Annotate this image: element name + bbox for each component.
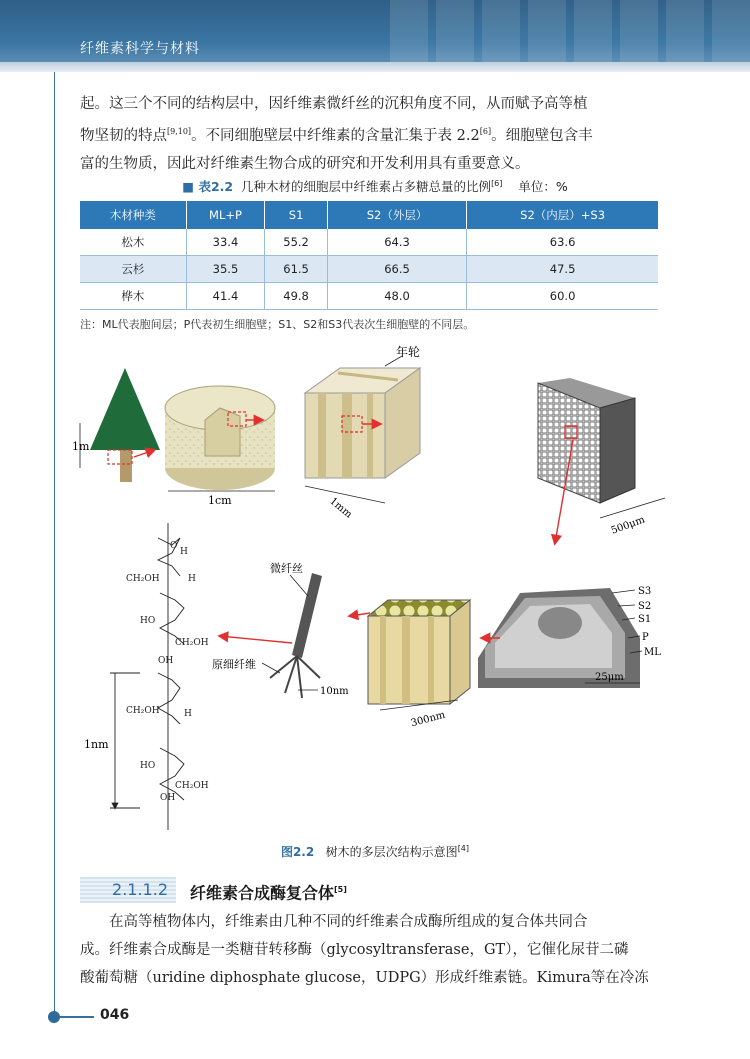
table-cell: 49.8: [265, 283, 328, 310]
table-header: 木材种类: [80, 201, 186, 229]
label-1mm: 1mm: [327, 495, 354, 521]
chain-label-h: H: [188, 574, 196, 584]
table-header: S2（外层）: [327, 201, 466, 229]
footer-dot: [48, 1011, 60, 1023]
table-cell: 60.0: [467, 283, 658, 310]
chain-label-h: H: [180, 547, 188, 557]
table-unit: 单位：%: [518, 179, 568, 194]
microfibril-illustration: [220, 573, 322, 698]
table-cell: 松木: [80, 229, 186, 256]
chain-label-h: H: [184, 709, 192, 719]
paragraph-2: [80, 908, 670, 992]
chain-label-ch2oh: CH₂OH: [175, 781, 209, 791]
paragraph-2-line-3: 酸葡萄糖（uridine diphosphate glucose，UDPG）形成纤维素链。Kimura等在冷冻: [80, 970, 649, 986]
label-500um: 500μm: [609, 514, 647, 537]
table-header: ML+P: [186, 201, 265, 229]
table-cell: 55.2: [265, 229, 328, 256]
table-header: S1: [265, 201, 328, 229]
section-title: 纤维素合成酶复合体[5]: [190, 883, 347, 903]
paragraph-1-line-1: 起。这三个不同的结构层中，因纤维素微纤丝的沉积角度不同，从而赋予高等植: [80, 96, 588, 112]
table-cell: 61.5: [265, 256, 328, 283]
section-heading: [80, 877, 670, 903]
label-1m: 1m: [72, 440, 90, 453]
log-section-illustration: [165, 386, 275, 491]
figure-caption: 图2.2 树木的多层次结构示意图[4]: [280, 844, 470, 859]
section-number: 2.1.1.2: [80, 877, 176, 903]
label-s2: S2: [638, 601, 652, 612]
wood-cube-illustration: [305, 356, 420, 503]
table-cell: 48.0: [327, 283, 466, 310]
table-cell: 47.5: [467, 256, 658, 283]
table-cell: 63.6: [467, 229, 658, 256]
table-cell: 桦木: [80, 283, 186, 310]
label-ml: ML: [644, 647, 661, 658]
label-10nm: 10nm: [320, 686, 349, 697]
table-row: [80, 283, 658, 310]
tree-illustration: [80, 368, 160, 482]
label-ring: 年轮: [396, 345, 421, 359]
chain-label-oh: OH: [158, 656, 174, 666]
margin-line: [54, 72, 55, 1017]
table-title: 几种木材的细胞层中纤维素占多糖总量的比例: [241, 179, 492, 194]
label-s3: S3: [638, 586, 652, 597]
label-elementary-fibril: 原细纤维: [212, 658, 256, 671]
cell-block-illustration: [538, 378, 665, 543]
paragraph-2-line-1: 在高等植物体内，纤维素由几种不同的纤维素合成酶所组成的复合体共同合: [109, 914, 588, 930]
paragraph-1-line-3: 富的生物质，因此对纤维素生物合成的研究和开发利用具有重要意义。: [80, 155, 530, 172]
table-row: [80, 229, 658, 256]
chain-label-ch2oh: CH₂OH: [126, 574, 160, 584]
chain-label-ho: HO: [140, 761, 156, 771]
paragraph-1-line-2: 物坚韧的特点[9,10]。不同细胞壁层中纤维素的含量汇集于表 2.2[6]。细胞壁包含丰: [80, 127, 593, 144]
table-note: 注：ML代表胞间层；P代表初生细胞壁；S1、S2和S3代表次生细胞壁的不同层。: [80, 318, 475, 331]
page-header: [0, 0, 750, 72]
chain-label-ch2oh: CH₂OH: [175, 638, 209, 648]
table-cell: 41.4: [186, 283, 265, 310]
cellulose-table: [80, 201, 658, 310]
chain-label-ch2oh: CH₂OH: [126, 706, 160, 716]
label-microfibril: 微纤丝: [270, 562, 303, 575]
table-cell: 64.3: [327, 229, 466, 256]
table-cell: 35.5: [186, 256, 265, 283]
paragraph-2-line-2: 成。纤维素合成酶是一类糖苷转移酶（glycosyltransferase，GT），它催化尿苷二磷: [80, 942, 629, 958]
book-title: 纤维素科学与材料: [80, 41, 200, 57]
table-row: [80, 256, 658, 283]
table-cell: 云杉: [80, 256, 186, 283]
table-label: ■ 表2.2: [182, 179, 234, 194]
label-s1: S1: [638, 614, 652, 625]
figure-label: 图2.2: [280, 845, 315, 859]
fibril-block-illustration: [350, 600, 470, 710]
label-300nm: 300nm: [409, 709, 447, 730]
table-header-row: [80, 201, 658, 229]
chain-label-ho: HO: [140, 616, 156, 626]
chain-label-oh: OH: [160, 793, 176, 803]
footer-line: [54, 1016, 94, 1018]
table-caption: ■ 表2.2 几种木材的细胞层中纤维素占多糖总量的比例[6] 单位：%: [182, 178, 568, 194]
label-p: P: [642, 632, 649, 643]
table-cell: 66.5: [327, 256, 466, 283]
table-cell: 33.4: [186, 229, 265, 256]
label-25um: 25μm: [595, 672, 624, 683]
label-1nm: 1nm: [84, 738, 109, 751]
cellulose-chain-structure: [110, 523, 184, 830]
header-bar: [0, 62, 750, 72]
chain-label-o: O: [170, 541, 178, 551]
tree-hierarchy-figure: [72, 338, 680, 838]
table-header: S2（内层）+S3: [467, 201, 658, 229]
label-1cm: 1cm: [208, 494, 232, 507]
paragraph-1: [80, 90, 670, 178]
figure-title: 树木的多层次结构示意图: [325, 845, 458, 859]
page-number: 046: [100, 1007, 130, 1023]
